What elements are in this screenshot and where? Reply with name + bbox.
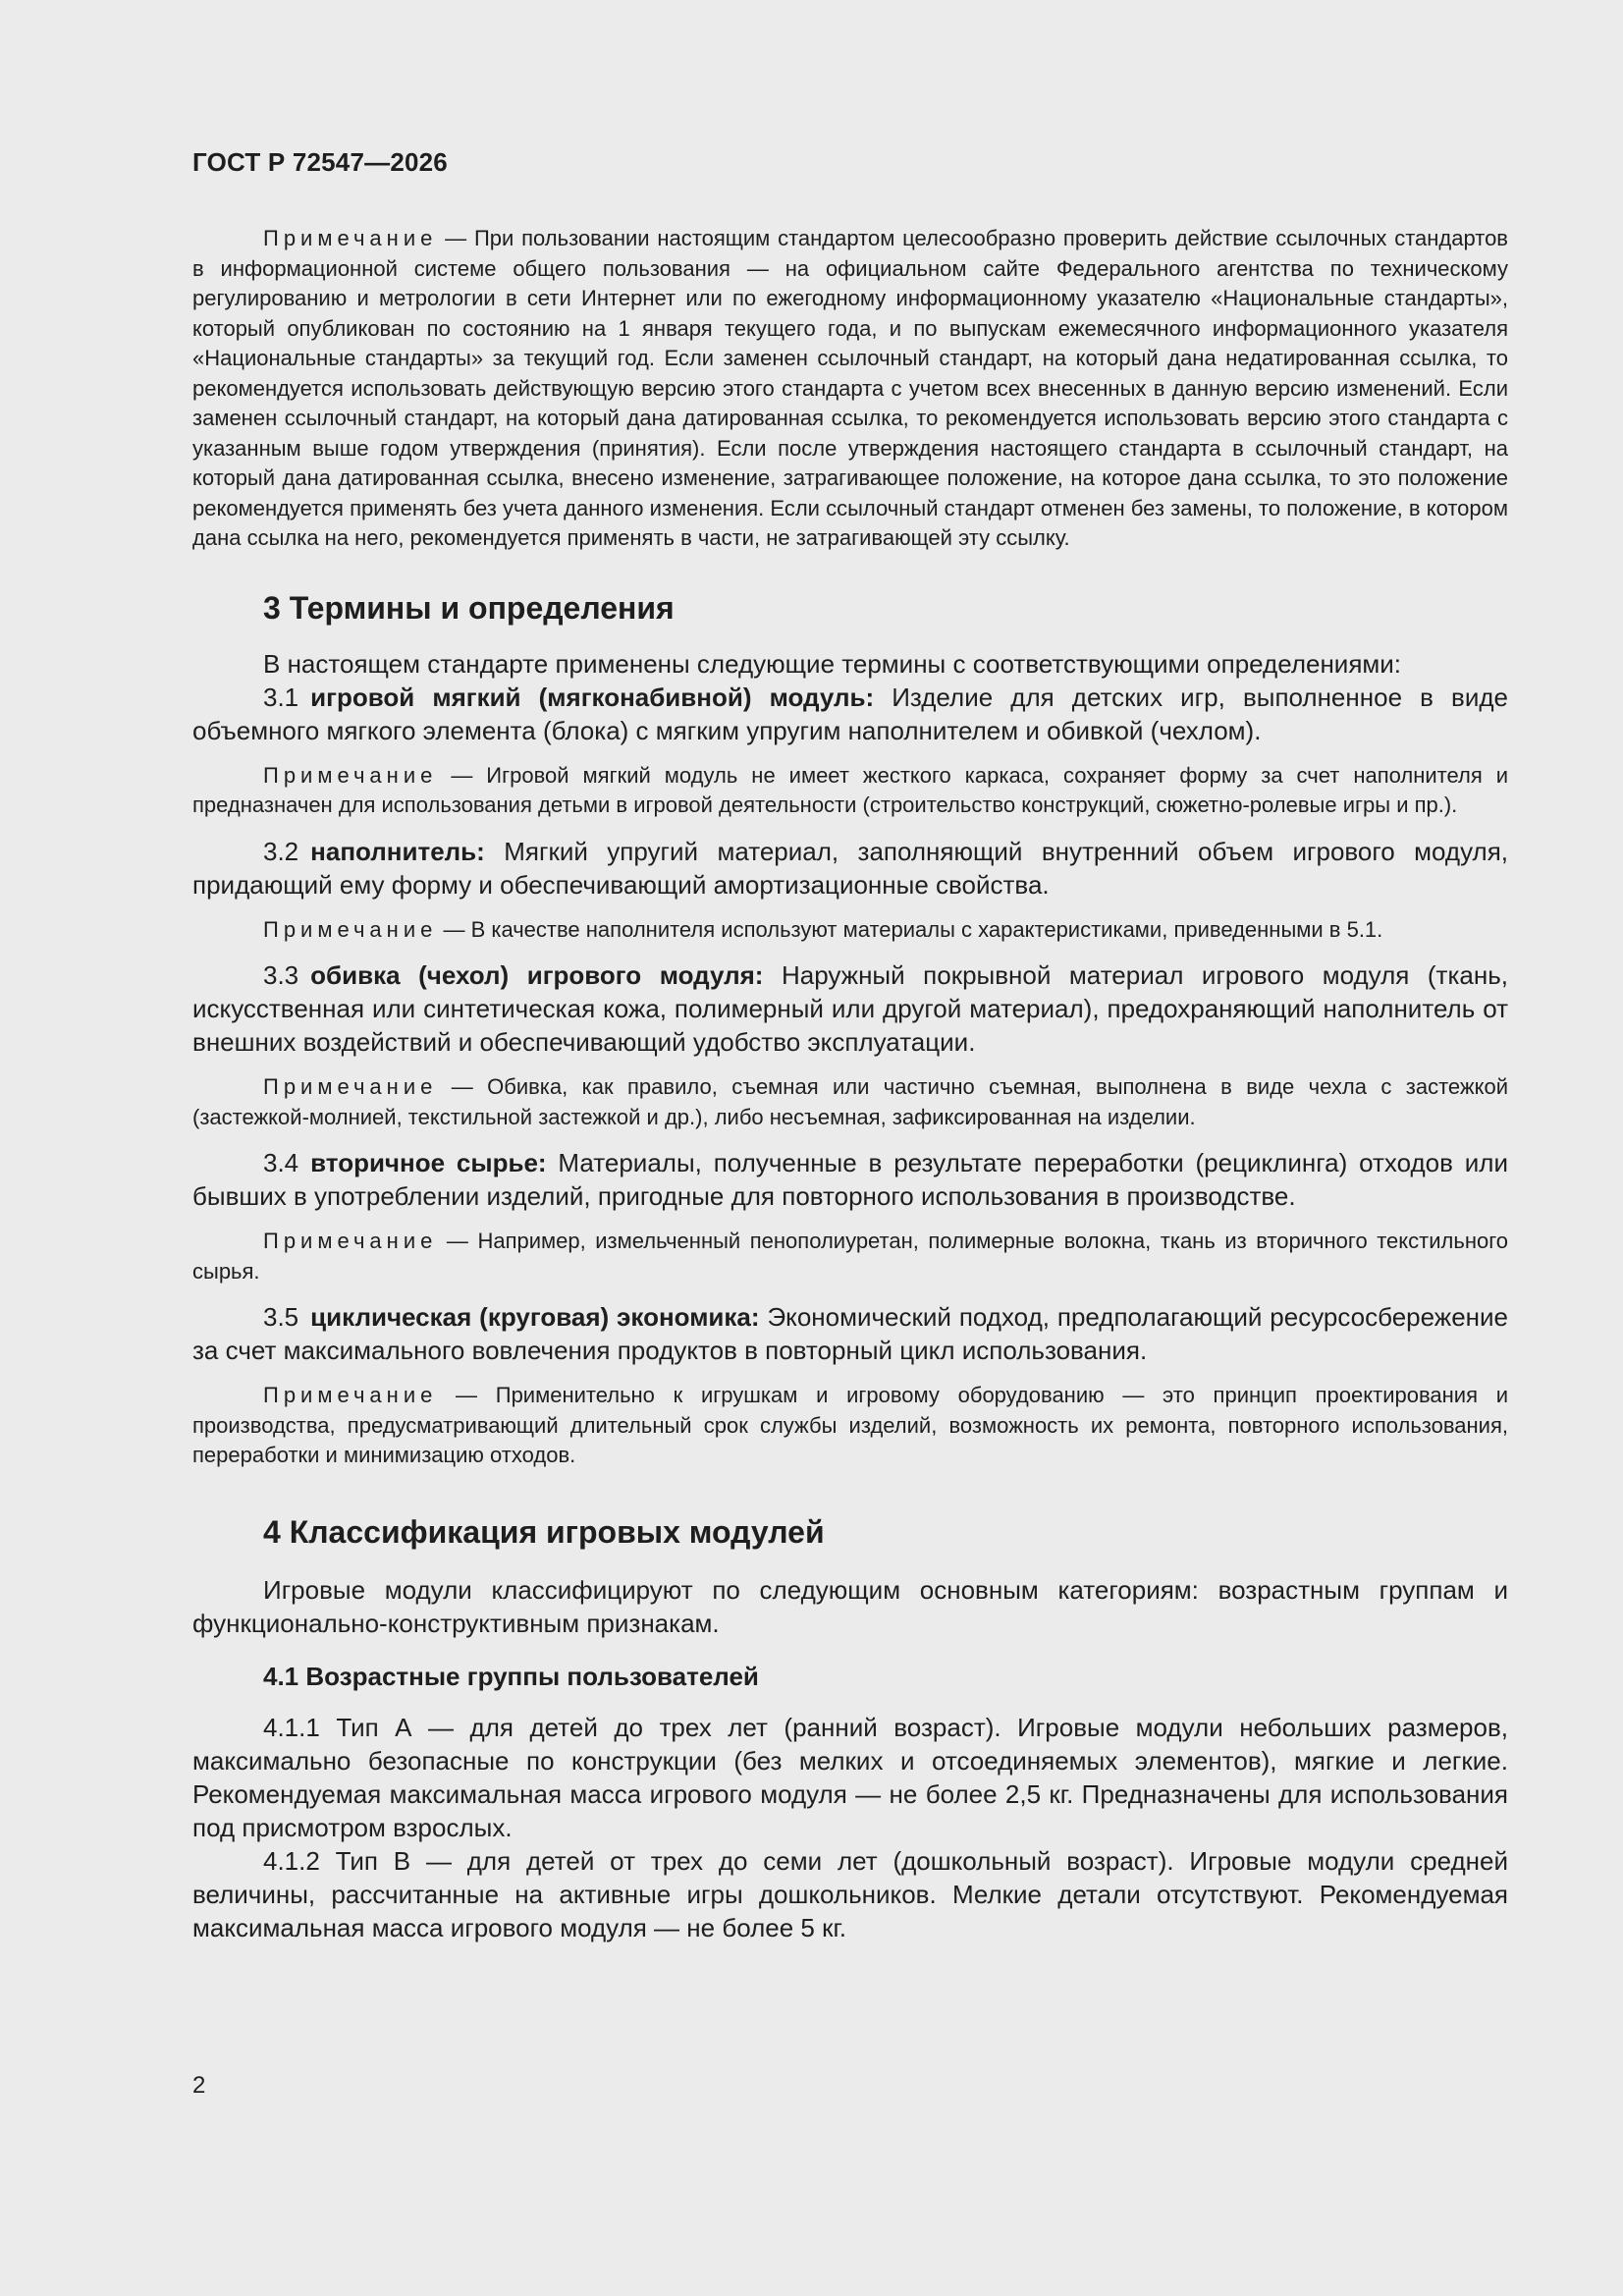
item-4-1-1: 4.1.1 Тип А — для детей до трех лет (ранний возраст). Игровые модули небольших размеров, максимально безопасные по конструкции (без мелких и отсоединяемых элементов), мягкие и легкие. Рекомендуемая максимальная масса игрового модуля — не более 2,5 кг. Предназначены для использования под присмотром взрослых. xyxy=(192,1712,1508,1842)
term-3-1-note xyxy=(192,761,1508,821)
section-3-intro: В настоящем стандарте применены следующие термины с соответствующими определениями: xyxy=(263,648,1402,679)
term-3-4 xyxy=(192,1146,1508,1213)
term-3-3 xyxy=(192,958,1508,1059)
term-3-1 xyxy=(192,681,1508,747)
term-definition: Экономический подход, предполагающий ресурсосбережение за счет максимального вовлечения продуктов в повторный цикл использования. xyxy=(192,1302,1509,1365)
standard-header: ГОСТ Р 72547—2026 xyxy=(192,147,448,177)
note-label: Примечание xyxy=(263,1074,438,1099)
note-label: Примечание xyxy=(263,916,438,942)
term-number: 3.5 xyxy=(263,1302,299,1332)
section-4-intro: Игровые модули классифицируют по следующим основным категориям: возрастным группам и функционально-конструктивным признакам. xyxy=(192,1574,1508,1638)
note-text: — В качестве наполнителя используют материалы с характеристиками, приведенными в 5.1. xyxy=(437,916,1383,942)
note-label: Примечание xyxy=(263,762,438,788)
section-3-title: 3 Термины и определения xyxy=(263,589,675,626)
term-name: игровой мягкий (мягконабивной) модуль: xyxy=(310,682,875,712)
term-3-4-note xyxy=(192,1227,1508,1286)
section-4-title: 4 Классификация игровых модулей xyxy=(263,1513,825,1550)
term-definition: Материалы, полученные в результате переработки (рециклинга) отходов или бывших в употреблении изделий, пригодные для повторного использования в производстве. xyxy=(192,1148,1508,1211)
term-3-3-note xyxy=(192,1072,1508,1132)
note-text: — Например, измельченный пенополиуретан, полимерные волокна, ткань из вторичного текстильного сырья. xyxy=(192,1229,1508,1284)
item-4-1-2: 4.1.2 Тип В — для детей от трех до семи лет (дошкольный возраст). Игровые модули средней величины, рассчитанные на активные игры дошкольников. Мелкие детали отсутствуют. Рекомендуемая максимальная масса игрового модуля — не более 5 кг. xyxy=(192,1845,1508,1942)
term-definition: Наружный покрывной материал игрового модуля (ткань, искусственная или синтетическая кожа, полимерный или другой материал), предохраняющий наполнитель от внешних воздействий и обеспечивающий удобство эксплуатации. xyxy=(192,960,1508,1057)
term-number: 3.3 xyxy=(263,960,299,990)
note-label: Примечание xyxy=(263,226,438,250)
term-3-5-note xyxy=(192,1381,1508,1471)
term-name: вторичное сырье: xyxy=(310,1148,547,1177)
term-number: 3.1 xyxy=(263,682,299,712)
term-name: наполнитель: xyxy=(310,836,485,866)
page-content xyxy=(192,224,1508,1944)
term-number: 3.2 xyxy=(263,836,299,866)
term-name: обивка (чехол) игрового модуля: xyxy=(310,960,764,990)
page-number: 2 xyxy=(192,2072,206,2099)
note-label: Примечание xyxy=(263,1229,438,1253)
term-3-2-note xyxy=(192,915,1508,946)
term-3-5 xyxy=(192,1300,1508,1367)
intro-note xyxy=(192,224,1508,554)
note-text: — Применительно к игрушкам и игровому оборудованию — это принцип проектирования и производства, предусматривающий длительный срок службы изделий, возможность их ремонта, повторного использования, переработки и минимизацию отходов. xyxy=(192,1383,1508,1467)
term-definition: Изделие для детских игр, выполненное в виде объемного мягкого элемента (блока) с мягким упругим наполнителем и обивкой (чехлом). xyxy=(192,682,1508,745)
term-name: циклическая (круговая) экономика: xyxy=(310,1302,760,1332)
note-text: — Игровой мягкий модуль не имеет жесткого каркаса, сохраняет форму за счет наполнителя и предназначен для использования детьми в игровой деятельности (строительство конструкций, сюжетно-ролевые игры и пр.). xyxy=(192,762,1508,817)
term-3-2 xyxy=(192,835,1508,902)
note-text: — При пользовании настоящим стандартом целесообразно проверить действие ссылочных стандартов в информационной системе общего пользования — на официальном сайте Федерального агентства по техническому регулированию и метрологии в сети Интернет или по ежегодному информационному указателю «Национальные стандарты», который опубликован по состоянию на 1 января текущего года, и по выпускам ежемесячного информационного указателя «Национальные стандарты» за текущий год. Если заменен ссылочный стандарт, на который дана недатированная ссылка, то рекомендуется использовать действующую версию этого стандарта с учетом всех внесенных в данную версию изменений. Если заменен ссылочный стандарт, на который дана датированная ссылка, то рекомендуется использовать версию этого стандарта с указанным выше годом утверждения (принятия). Если после утверждения настоящего стандарта в ссылочный стандарт, на который дана датированная ссылка, внесено изменение, затрагивающее положение, на которое дана ссылка, то это положение рекомендуется применять без учета данного изменения. Если ссылочный стандарт отменен без замены, то положение, в котором дана ссылка на него, рекомендуется применять в части, не затрагивающей эту ссылку. xyxy=(192,226,1508,550)
note-text: — Обивка, как правило, съемная или частично съемная, выполнена в виде чехла с застежкой (застежкой-молнией, текстильной застежкой и др.), либо несъемная, зафиксированная на изделии. xyxy=(192,1074,1508,1129)
term-definition: Мягкий упругий материал, заполняющий внутренний объем игрового модуля, придающий ему форму и обеспечивающий амортизационные свойства. xyxy=(192,836,1508,900)
section-4-1-title: 4.1 Возрастные группы пользователей xyxy=(263,1661,759,1691)
note-label: Примечание xyxy=(263,1383,438,1407)
term-number: 3.4 xyxy=(263,1148,299,1177)
